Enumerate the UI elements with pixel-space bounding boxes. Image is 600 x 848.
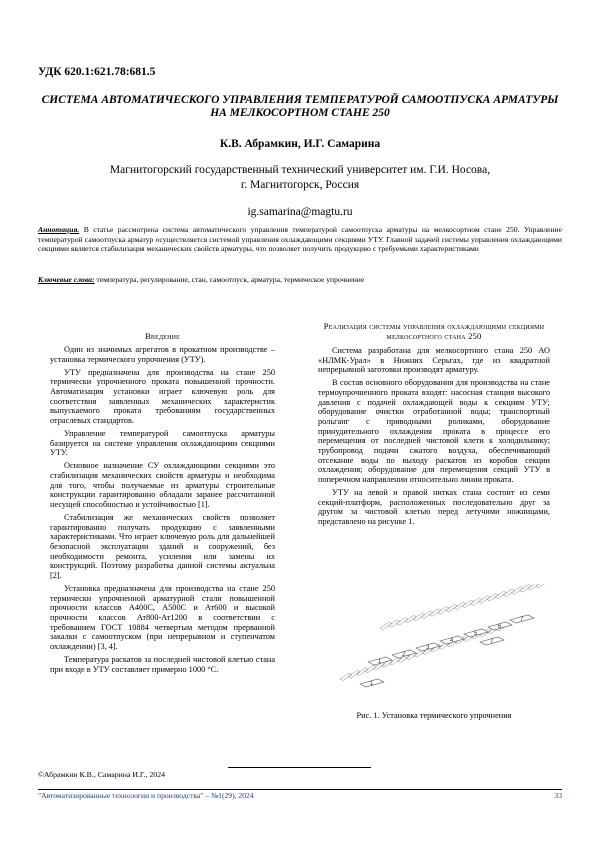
intro-heading: Введение [144, 331, 181, 341]
paragraph: Один из значимых агрегатов в прокатном производстве – установка термического упрочнения (УТУ). [50, 345, 275, 364]
section-number-label: 7 [520, 617, 524, 623]
paragraph: УТУ предназначена для производства на стане 250 термически упрочненного проката повышенной прочности. Автоматизация установки играет ключевую роль для соответствия заявленных механических характеристик выпускаемого проката требованиям государственных отраслевых стандартов. [50, 367, 275, 425]
section-number-label: 4 [450, 638, 454, 644]
section-number-label: 6 [498, 624, 502, 630]
keywords [38, 275, 562, 285]
copyright-footnote: ©Абрамкин К.В., Самарина И.Г., 2024 [38, 770, 166, 779]
roller-shape [519, 585, 531, 593]
email-link[interactable]: ig.samarina@magtu.ru [247, 206, 353, 218]
affiliation-line-2: г. Магнитогорск, Россия [240, 179, 360, 191]
authors: К.В. Абрамкин, И.Г. Самарина [219, 138, 381, 150]
figure-caption: Рис. 1. Установка термического упрочнения [356, 711, 512, 720]
roller-shape [389, 657, 401, 665]
roller-shape [454, 602, 466, 610]
roller-shape [380, 622, 392, 630]
paragraph: Стабилизация же механических свойств позволяет гарантированно получать продукцию с заявленными характеристиками. Что играет ключевую роль для дальнейшей безопасной эксплуатации зданий и сооружений, без необходимости ремонта, усиления или замены их конструкций. Поэтому разработка данной системы актуальна [2]. [50, 513, 275, 580]
roller-shape [437, 607, 449, 615]
roller-shape [340, 673, 352, 681]
footer-divider [38, 789, 562, 790]
roller-shape [478, 596, 490, 604]
section-number-label: 1 [378, 659, 382, 665]
paragraph: Управление температурой самоотпуска арматуры базируется на системе управления охлаждающими секциями УТУ. [50, 429, 275, 458]
affiliation-line-1: Магнитогорский государственный технический университет им. Г.И. Носова, [109, 164, 491, 176]
section-number-label: 2 [402, 652, 406, 658]
roller-shape [365, 665, 377, 673]
page-number: 33 [554, 791, 562, 800]
keywords-text: температура, регулирование, стан, самоотпуск, арматура, термическое упрочнение [94, 275, 365, 284]
paragraph: Температура раскатов за последней чистовой клетью стана при входе в УТУ составляет примерно 1000 °С. [50, 655, 275, 674]
roller-shape [348, 670, 360, 678]
roller-shape [405, 615, 417, 623]
udk-code: УДК 620.1:621.78:681.5 [38, 66, 156, 78]
section-heading: Реализация системы управления охлаждающими секциями мелкосортного стана 250 [323, 321, 545, 341]
paragraph: УТУ на левой и правой нитках стана состоит из семи секций-платформ, расположенных последовательно друг за другом за чистовой клетью перед летучими ножницами, представлено на рисунке 1. [318, 487, 550, 526]
figure-drawing [340, 584, 548, 681]
right-column [318, 346, 550, 527]
roller-shape [536, 584, 548, 588]
figure-cooling-installation [340, 584, 550, 704]
section-number-label: 7 [490, 639, 494, 645]
paper-title: СИСТЕМА АВТОМАТИЧЕСКОГО УПРАВЛЕНИЯ ТЕМПЕРАТУРОЙ САМООТПУСКА АРМАТУРЫ НА МЕЛКОСОРТНОМ СТАНЕ 250 [41, 94, 559, 119]
paragraph: Установка предназначена для производства на стане 250 термически упрочненной арматурной стали повышенной прочности классов А400С, А500С и Ат600 и высокой прочности классов Ат800-Ат1200 в соответствии с требованием ГОСТ 10884 четвертым методом прерванной закалки с самоотпуском (при непрерывном и ступенчатом охлаждении) [3, 4]. [50, 584, 275, 651]
abstract [38, 225, 562, 254]
footnote-divider [228, 767, 371, 768]
roller-shape [470, 598, 482, 606]
section-number-label: 5 [474, 631, 478, 637]
roller-shape [487, 593, 499, 601]
roller-shape [462, 600, 474, 608]
left-column [50, 345, 275, 674]
paragraph: Основное назначение СУ охлаждающими секциями это стабилизация механических свойств арматуры и необходима для того, чтобы получаемые из арматуры строительные конструкции гарантированно обладали заранее рассчитанной несущей способностью и устойчивостью [1]. [50, 461, 275, 510]
roller-shape [503, 589, 515, 597]
roller-shape [356, 668, 368, 676]
roller-shape [429, 609, 441, 617]
roller-shape [413, 613, 425, 621]
roller-shape [388, 620, 400, 628]
affiliation [40, 163, 560, 193]
section-number-label: 1 [370, 681, 374, 687]
journal-name: "Автоматизированные технологии и производства" – №1(29), 2024 [38, 791, 254, 800]
roller-shape [446, 604, 458, 612]
roller-shape [511, 587, 523, 595]
paragraph: Система разработана для мелкосортного стана 250 АО «НЛМК-Урал» в Нижних Серьгах, где из квадратной непрерывной заготовки производят арматуру. [318, 346, 550, 375]
abstract-text: В статье рассмотрена система автоматического управления температурой самоотпуска арматуры на мелкосортном стане 250. Управление температурой самоотпуска арматур осуществляется системой управления охлаждающими секциями УТУ. Главной задачей системы управления охлаждающими секциями является стабилизация механических свойств арматуры, что позволяет получить продукцию с требуемыми характеристиками [38, 225, 562, 254]
roller-shape [396, 618, 408, 626]
roller-shape [495, 591, 507, 599]
abstract-label: Аннотация. [38, 225, 80, 234]
section-number-label: 3 [426, 645, 430, 651]
keywords-label: Ключевые слова: [38, 275, 95, 284]
roller-shape [421, 611, 433, 619]
paragraph: В состав основного оборудования для производства на стане термоупрочненного проката входят: насосная станция высокого давления с подачей охлаждающей воды к секциям УТУ; оборудование очистки отработанной воды; транспортный рольганг с приводными роликами, оборудование принудительного охлаждения проката в процессе его перемещения от последней чистовой клети к холодильнику; трубопровод подачи сжатого воздуха, обеспечивающий отсекание воды по выходу раскатов из коробов секции охлаждения; оборудование для перемещения секций УТУ в поперечном направлении относительно линии проката. [318, 378, 550, 484]
